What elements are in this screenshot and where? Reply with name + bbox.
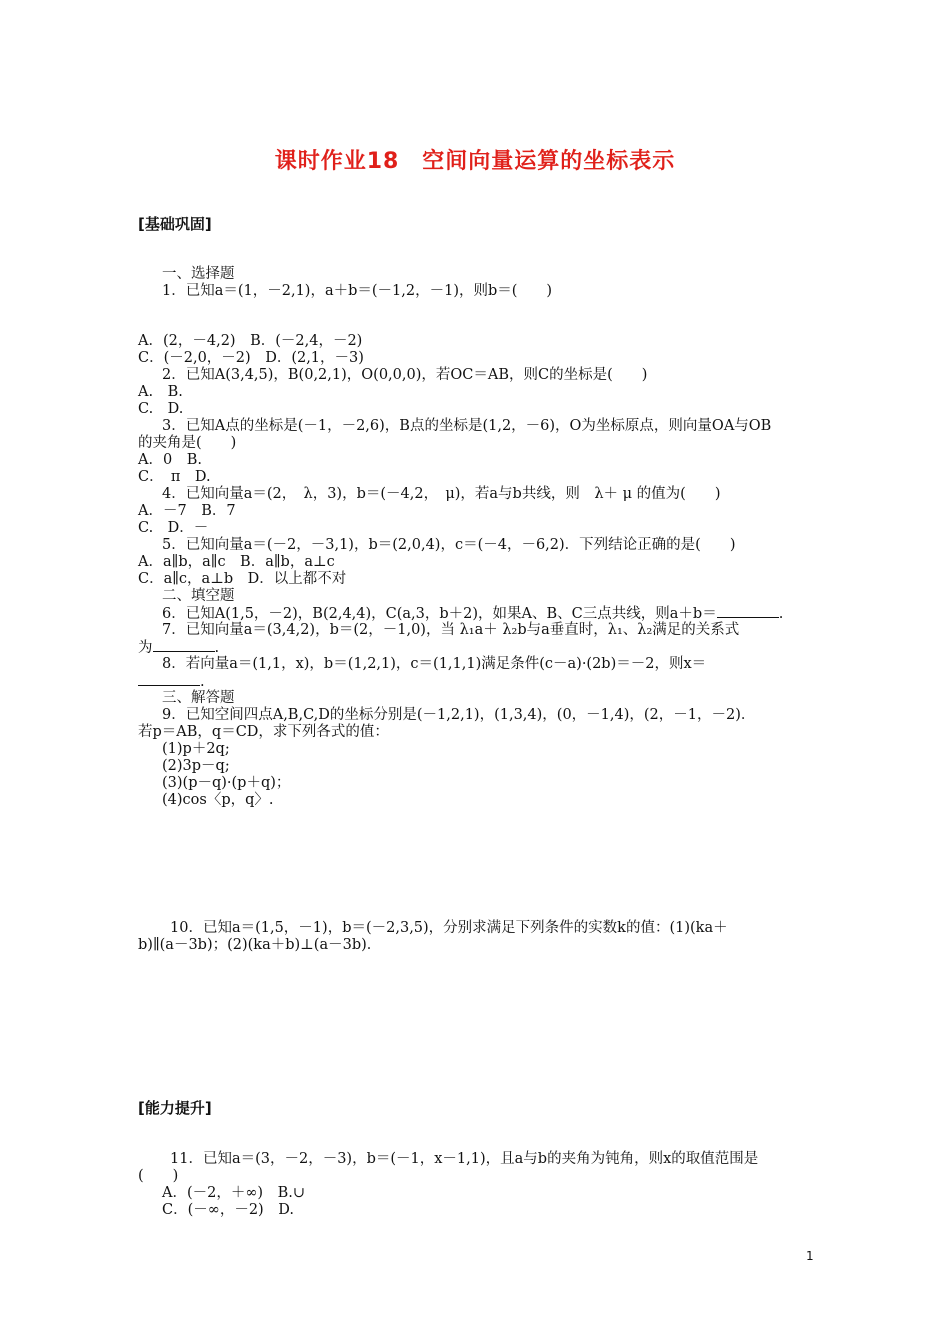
question-7-line-2: 为 . xyxy=(138,640,220,656)
section-advanced: [能力提升] xyxy=(138,1099,212,1117)
question-11-line-2: ( ) xyxy=(138,1168,179,1184)
page-number: 1 xyxy=(806,1249,814,1263)
question-6: 6．已知A(1,5，－2)，B(2,4,4)，C(a,3，b＋2)，如果A、B、C三点共线，则a＋b＝ . xyxy=(162,606,784,622)
question-1-options-cd: C．(－2,0，－2) D．(2,1，－3) xyxy=(138,350,364,366)
answer-blank xyxy=(138,673,200,686)
question-5: 5．已知向量a＝(－2，－3,1)，b＝(2,0,4)，c＝(－4，－6,2)．下列结论正确的是( ) xyxy=(162,537,736,553)
question-7-text: 为 xyxy=(138,640,153,656)
section-basic: [基础巩固] xyxy=(138,215,212,233)
answer-blank xyxy=(717,605,779,618)
question-9-line-2: 若p＝AB，q＝CD，求下列各式的值： xyxy=(138,724,389,740)
question-2-options-cd: C. D. xyxy=(138,401,184,417)
question-9-sub-4: (4)cos〈p，q〉. xyxy=(162,792,274,808)
question-4: 4．已知向量a＝(2， λ，3)，b＝(－4,2， μ)，若a与b共线，则 λ＋ μ 的值为( ) xyxy=(162,486,721,502)
question-1: 1．已知a＝(1，－2,1)，a＋b＝(－1,2，－1)，则b＝( ) xyxy=(162,283,553,299)
question-11-options-ab: A．(－2，＋∞) B.∪ xyxy=(162,1185,306,1201)
question-8-end: . xyxy=(200,674,205,690)
question-8-line-1: 8．若向量a＝(1,1，x)，b＝(1,2,1)，c＝(1,1,1)满足条件(c－a)·(2b)＝－2，则x＝ xyxy=(162,656,707,672)
answer-blank xyxy=(153,639,215,652)
question-9-sub-2: (2)3p－q; xyxy=(162,758,230,774)
question-8-line-2 xyxy=(138,673,818,691)
question-4-options-ab: A．－7 B．7 xyxy=(138,503,236,519)
question-4-options-cd: C. D．－ xyxy=(138,520,209,536)
question-2-options-ab: A. B. xyxy=(138,384,183,400)
question-6-text: 6．已知A(1,5，－2)，B(2,4,4)，C(a,3，b＋2)，如果A、B、C三点共线，则a＋b＝ xyxy=(162,606,717,622)
question-3-options-cd: C． π D. xyxy=(138,469,211,485)
question-1-options-ab: A．(2，－4,2) B．(－2,4，－2) xyxy=(138,333,363,349)
question-3-line-1: 3．已知A点的坐标是(－1，－2,6)，B点的坐标是(1,2，－6)，O为坐标原点，则向量OA与OB xyxy=(162,418,772,434)
question-9-line-1: 9．已知空间四点A,B,C,D的坐标分别是(－1,2,1)，(1,3,4)，(0，－1,4)，(2，－1，－2)． xyxy=(162,707,756,723)
question-11-options-cd: C．(－∞，－2) D. xyxy=(162,1202,294,1218)
question-3-options-ab: A．0 B. xyxy=(138,452,202,468)
question-7-line-1: 7．已知向量a＝(3,4,2)，b＝(2，－1,0)，当 λ₁a＋ λ₂b与a垂直时，λ₁、λ₂满足的关系式 xyxy=(162,622,740,638)
part-answer-heading: 三、解答题 xyxy=(162,690,235,706)
question-10-line-1: 10．已知a＝(1,5，－1)，b＝(－2,3,5)，分别求满足下列条件的实数k的值：(1)(ka＋ xyxy=(170,920,728,936)
question-9-sub-3: (3)(p－q)·(p＋q)； xyxy=(162,775,291,791)
question-10-line-2: b)∥(a－3b)；(2)(ka＋b)⊥(a－3b)． xyxy=(138,937,382,953)
question-9-sub-1: (1)p＋2q; xyxy=(162,741,230,757)
part-fill-heading: 二、填空题 xyxy=(162,588,235,604)
page-title: 课时作业18 空间向量运算的坐标表示 xyxy=(274,149,676,174)
question-3-line-2: 的夹角是( ) xyxy=(138,435,237,451)
question-5-options-ab: A．a∥b，a∥c B．a∥b，a⊥c xyxy=(138,554,335,570)
question-5-options-cd: C．a∥c，a⊥b D．以上都不对 xyxy=(138,571,347,587)
question-2: 2．已知A(3,4,5)，B(0,2,1)，O(0,0,0)，若OC＝AB，则C的坐标是( ) xyxy=(162,367,648,383)
part-choice-heading: 一、选择题 xyxy=(162,266,235,282)
question-11-line-1: 11．已知a＝(3，－2，－3)，b＝(－1，x－1,1)，且a与b的夹角为钝角，则x的取值范围是 xyxy=(170,1151,759,1167)
